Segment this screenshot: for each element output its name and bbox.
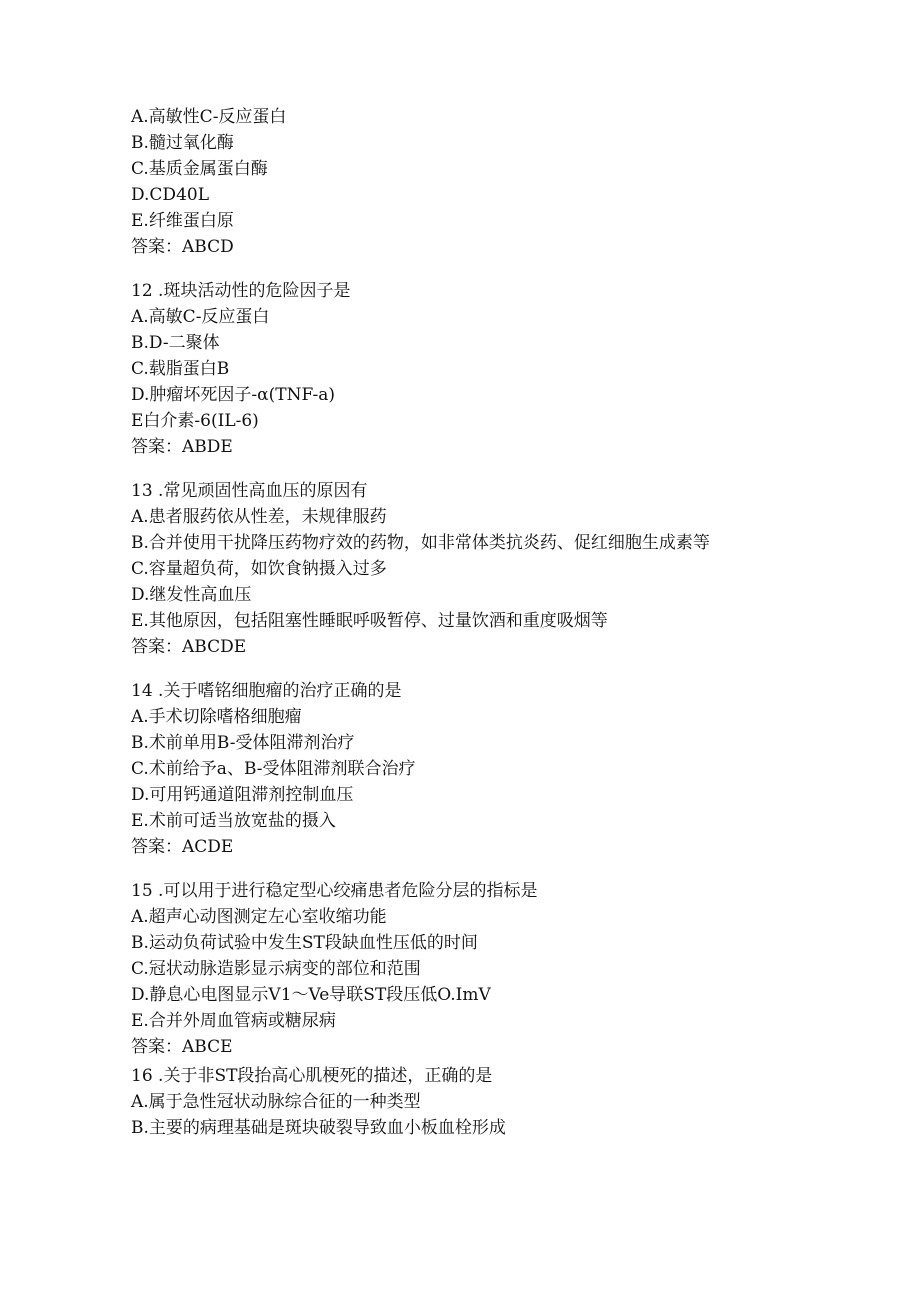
question-14 [131,678,891,860]
question-13 [131,478,891,660]
answer: 答案：ABCDE [131,637,247,657]
option-b: B.合并使用干扰降压药物疗效的药物，如非常体类抗炎药、促红细胞生成素等 [131,533,710,553]
option-b: B.运动负荷试验中发生ST段缺血性压低的时间 [131,933,478,953]
option-c: C.冠状动脉造影显示病变的部位和范围 [131,959,421,979]
answer: 答案：ABDE [131,437,233,457]
option-c: C.容量超负荷，如饮食钠摄入过多 [131,559,387,579]
option-a: A.手术切除嗜格细胞瘤 [131,707,302,727]
option-e: E白介素-6(IL-6) [131,411,259,431]
option-a: A.属于急性冠状动脉综合征的一种类型 [131,1092,421,1112]
option-d: D.继发性高血压 [131,585,252,605]
option-d: D.肿瘤坏死因子-α(TNF-a) [131,385,336,405]
option-a: A.超声心动图测定左心室收缩功能 [131,907,387,927]
option-b: B.主要的病理基础是斑块破裂导致血小板血栓形成 [131,1118,506,1138]
option-c: C.术前给予a、B-受体阻滞剂联合治疗 [131,759,416,779]
option-c: C.基质金属蛋白酶 [131,159,268,179]
option-e: E.合并外周血管病或糖尿病 [131,1011,336,1031]
question-16 [131,1063,891,1141]
option-d: D.可用钙通道阻滞剂控制血压 [131,785,354,805]
option-e: E.纤维蛋白原 [131,211,234,231]
option-b: B.髓过氧化酶 [131,133,234,153]
question-text: 15 .可以用于进行稳定型心绞痛患者危险分层的指标是 [131,881,538,901]
option-a: A.患者服药依从性差，未规律服药 [131,507,387,527]
question-text: 12 .斑块活动性的危险因子是 [131,281,351,301]
question-text: 14 .关于嗜铭细胞瘤的治疗正确的是 [131,681,402,701]
document-page [131,104,891,1141]
option-c: C.载脂蛋白B [131,359,230,379]
option-b: B.D-二聚体 [131,333,220,353]
answer: 答案：ABCE [131,1037,233,1057]
option-d: D.静息心电图显示V1～Ve导联ST段压低O.ImV [131,985,491,1005]
option-b: B.术前单用B-受体阻滞剂治疗 [131,733,355,753]
option-e: E.其他原因，包括阻塞性睡眠呼吸暂停、过量饮酒和重度吸烟等 [131,611,608,631]
question-12 [131,278,891,460]
question-text: 13 .常见顽固性高血压的原因有 [131,481,368,501]
option-a: A.高敏C-反应蛋白 [131,307,270,327]
answer: 答案：ABCD [131,237,234,257]
question-text: 16 .关于非ST段抬高心肌梗死的描述，正确的是 [131,1066,493,1086]
answer: 答案：ACDE [131,837,234,857]
option-e: E.术前可适当放宽盐的摄入 [131,811,336,831]
option-a: A.高敏性C-反应蛋白 [131,107,287,127]
question-11-continued [131,104,891,260]
question-15 [131,878,891,1060]
option-d: D.CD40L [131,185,209,205]
